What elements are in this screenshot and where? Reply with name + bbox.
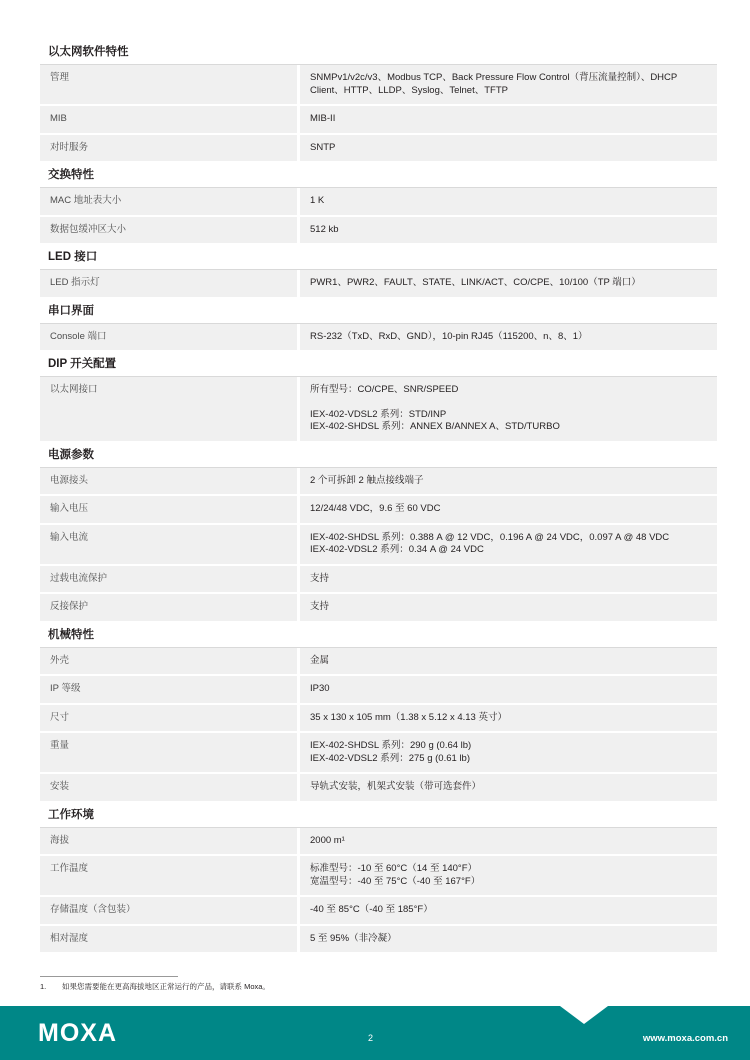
spec-value-line: 512 kb — [310, 223, 339, 235]
footnote-text: 如果您需要能在更高海拔地区正常运行的产品，请联系 Moxa。 — [62, 982, 270, 991]
spec-label: 以太网接口 — [40, 377, 297, 441]
spec-value — [300, 676, 717, 703]
spec-label: 存储温度（含包装） — [40, 897, 297, 924]
spec-row — [40, 188, 717, 215]
spec-row — [40, 270, 717, 297]
spec-row — [40, 65, 717, 104]
spec-row — [40, 324, 717, 351]
spec-value — [300, 324, 717, 351]
spec-label: 外壳 — [40, 648, 297, 675]
section-title: 交换特性 — [40, 163, 717, 188]
spec-row — [40, 926, 717, 953]
spec-value — [300, 217, 717, 244]
spec-value — [300, 926, 717, 953]
spec-value-line: 标准型号：-10 至 60°C（14 至 140°F） — [310, 863, 478, 874]
spec-label: 相对湿度 — [40, 926, 297, 953]
spec-value — [300, 856, 717, 895]
spec-value-line: 宽温型号：-40 至 75°C（-40 至 167°F） — [310, 875, 481, 887]
spec-label: 数据包缓冲区大小 — [40, 217, 297, 244]
spec-value-line: 所有型号：CO/CPE、SNR/SPEED — [310, 384, 459, 395]
spec-value-line: MIB-II — [310, 113, 336, 124]
spec-value-line: IP30 — [310, 683, 330, 694]
spec-value-line: IEX-402-SHDSL 系列：ANNEX B/ANNEX A、STD/TURBO — [310, 421, 560, 432]
spec-value — [300, 188, 717, 215]
spec-value — [300, 566, 717, 593]
section-title: 电源参数 — [40, 443, 717, 468]
spec-value-line: 12/24/48 VDC，9.6 至 60 VDC — [310, 503, 441, 514]
spec-value-line: 2 个可拆卸 2 触点接线端子 — [310, 474, 424, 486]
spec-row — [40, 897, 717, 924]
spec-label: 重量 — [40, 733, 297, 772]
spec-value-line: RS-232（TxD、RxD、GND），10-pin RJ45（115200、n、8、1） — [310, 330, 588, 342]
footnote — [40, 981, 270, 992]
spec-label: 电源接头 — [40, 468, 297, 495]
section-title: 工作环境 — [40, 803, 717, 828]
spec-value-line: 金属 — [310, 654, 330, 666]
spec-row — [40, 106, 717, 133]
spec-value-line: 导轨式安装，机架式安装（带可选套件） — [310, 781, 482, 792]
spec-row — [40, 566, 717, 593]
spec-value — [300, 733, 717, 772]
spec-label: 安装 — [40, 774, 297, 801]
spec-value-line: IEX-402-SHDSL 系列：0.388 A @ 12 VDC，0.196 A @ 24 VDC，0.097 A @ 48 VDC — [310, 531, 670, 543]
spec-value — [300, 377, 717, 441]
spec-label: 工作温度 — [40, 856, 297, 895]
spec-value-line: SNMPv1/v2c/v3、Modbus TCP、Back Pressure Flow Control（背压流量控制）、DHCP — [310, 72, 678, 83]
spec-row — [40, 733, 717, 772]
spec-row — [40, 856, 717, 895]
spec-label: 反接保护 — [40, 594, 297, 621]
spec-table — [40, 38, 717, 954]
spec-row — [40, 705, 717, 732]
section-title: 串口界面 — [40, 299, 717, 324]
spec-value — [300, 774, 717, 801]
section-title: LED 接口 — [40, 245, 717, 270]
footnote-number: 1. — [40, 982, 47, 991]
spec-row — [40, 468, 717, 495]
spec-value — [300, 468, 717, 495]
spec-row — [40, 594, 717, 621]
spec-label: 对时服务 — [40, 135, 297, 162]
logo-text: MOXA — [38, 1019, 117, 1045]
spec-value — [300, 135, 717, 162]
spec-value-line: 5 至 95%（非冷凝） — [310, 932, 397, 944]
spec-row — [40, 377, 717, 441]
spec-value — [300, 65, 717, 104]
spec-label: 海拔 — [40, 828, 297, 855]
spec-value-line: 支持 — [310, 572, 330, 584]
section-title: 以太网软件特性 — [40, 40, 717, 65]
section-title: DIP 开关配置 — [40, 352, 717, 377]
spec-value — [300, 525, 717, 564]
page-number: 2 — [368, 1033, 374, 1043]
spec-value — [300, 594, 717, 621]
spec-row — [40, 774, 717, 801]
spec-label: 过载电流保护 — [40, 566, 297, 593]
spec-value-line: IEX-402-VDSL2 系列：0.34 A @ 24 VDC — [310, 544, 484, 555]
spec-value — [300, 828, 717, 855]
spec-value-line: 支持 — [310, 601, 330, 612]
spec-value — [300, 897, 717, 924]
spec-value — [300, 270, 717, 297]
spec-row — [40, 217, 717, 244]
spec-value-line: 35 x 130 x 105 mm（1.38 x 5.12 x 4.13 英寸） — [310, 711, 507, 723]
footer-notch — [560, 1006, 608, 1024]
spec-value — [300, 496, 717, 523]
spec-row — [40, 648, 717, 675]
spec-value — [300, 106, 717, 133]
spec-label: LED 指示灯 — [40, 270, 297, 297]
spec-row — [40, 135, 717, 162]
spec-value-line: 2000 m¹ — [310, 834, 345, 846]
spec-row — [40, 496, 717, 523]
spec-value-line: -40 至 85°C（-40 至 185°F） — [310, 904, 433, 915]
spec-value-line: SNTP — [310, 141, 336, 153]
moxa-logo — [38, 1019, 168, 1045]
spec-value-line: IEX-402-SHDSL 系列：290 g (0.64 lb) — [310, 740, 472, 751]
spec-label: IP 等级 — [40, 676, 297, 703]
spec-value-line: Client、HTTP、LLDP、Syslog、Telnet、TFTP — [310, 84, 508, 96]
website-link[interactable]: www.moxa.com.cn — [642, 1033, 728, 1044]
spec-label: 尺寸 — [40, 705, 297, 732]
spec-label: 管理 — [40, 65, 297, 104]
spec-value-line: IEX-402-VDSL2 系列：STD/INP — [310, 408, 447, 420]
spec-label: 输入电流 — [40, 525, 297, 564]
spec-value-line: IEX-402-VDSL2 系列：275 g (0.61 lb) — [310, 752, 470, 764]
spec-row — [40, 676, 717, 703]
spec-value-line: PWR1、PWR2、FAULT、STATE、LINK/ACT、CO/CPE、10/100（TP 端口） — [310, 277, 641, 288]
spec-value — [300, 648, 717, 675]
spec-value-line: 1 K — [310, 195, 325, 206]
footnote-divider — [40, 976, 178, 977]
spec-row — [40, 525, 717, 564]
spec-label: Console 端口 — [40, 324, 297, 351]
spec-label: MAC 地址表大小 — [40, 188, 297, 215]
spec-label: 输入电压 — [40, 496, 297, 523]
spec-value — [300, 705, 717, 732]
spec-row — [40, 828, 717, 855]
section-title: 机械特性 — [40, 623, 717, 648]
spec-label: MIB — [40, 106, 297, 133]
